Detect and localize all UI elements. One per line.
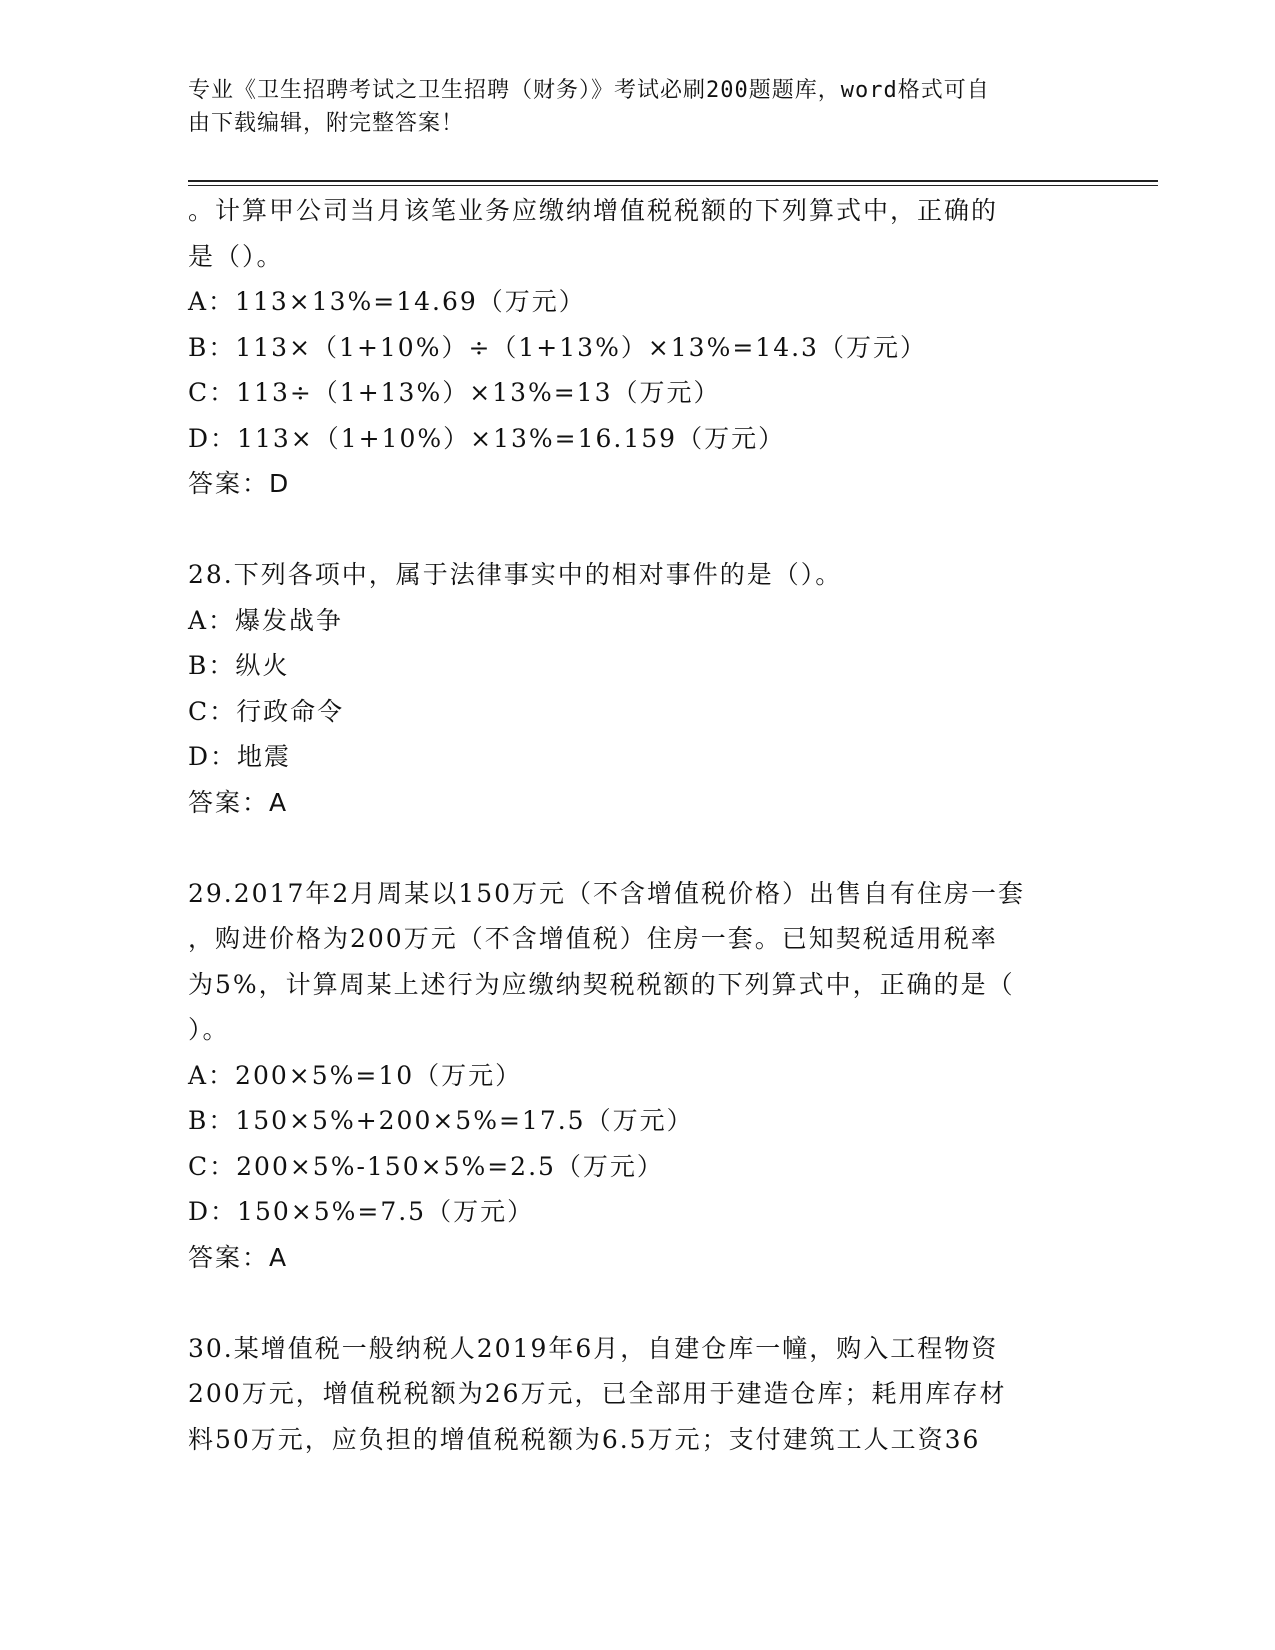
option-a: A：113×13%=14.69（万元） bbox=[188, 287, 586, 316]
question-27 bbox=[188, 188, 1088, 507]
question-stem: ）。 bbox=[188, 1015, 230, 1044]
question-30 bbox=[188, 1326, 1088, 1463]
question-stem: 29.2017年2月周某以150万元（不含增值税价格）出售自有住房一套 bbox=[188, 878, 1026, 908]
option-c: C：行政命令 bbox=[188, 696, 345, 726]
question-stem: 为5%，计算周某上述行为应缴纳契税税额的下列算式中，正确的是（ bbox=[188, 969, 1015, 999]
option-c: C：113÷（1+13%）×13%=13（万元） bbox=[188, 378, 721, 407]
header-line: 专业《卫生招聘考试之卫生招聘（财务）》考试必刷200题题库，word格式可自 bbox=[188, 78, 990, 103]
answer: 答案：D bbox=[188, 469, 291, 498]
answer: 答案：A bbox=[188, 1242, 289, 1272]
option-a: A：200×5%=10（万元） bbox=[188, 1060, 523, 1090]
document-header bbox=[188, 74, 1068, 140]
header-divider bbox=[188, 180, 1158, 182]
question-content bbox=[188, 188, 1088, 1462]
option-d: D：150×5%=7.5（万元） bbox=[188, 1197, 535, 1226]
header-divider-thin bbox=[188, 185, 1158, 186]
option-b: B：纵火 bbox=[188, 651, 290, 680]
option-d: D：地震 bbox=[188, 742, 292, 771]
question-stem: 28.下列各项中，属于法律事实中的相对事件的是（）。 bbox=[188, 560, 843, 589]
question-stem: 200万元，增值税税额为26万元，已全部用于建造仓库；耗用库存材 bbox=[188, 1379, 1007, 1408]
spacer bbox=[188, 825, 1088, 871]
question-29 bbox=[188, 871, 1088, 1281]
question-stem: 30.某增值税一般纳税人2019年6月，自建仓库一幢，购入工程物资 bbox=[188, 1333, 999, 1363]
option-a: A：爆发战争 bbox=[188, 605, 344, 635]
spacer bbox=[188, 507, 1088, 553]
spacer bbox=[188, 1280, 1088, 1326]
question-28 bbox=[188, 552, 1088, 825]
option-d: D：113×（1+10%）×13%=16.159（万元） bbox=[188, 423, 786, 453]
question-stem: ，购进价格为200万元（不含增值税）住房一套。已知契税适用税率 bbox=[188, 924, 998, 953]
option-c: C：200×5%-150×5%=2.5（万元） bbox=[188, 1151, 664, 1181]
answer: 答案：A bbox=[188, 787, 289, 817]
option-b: B：113×（1+10%）÷（1+13%）×13%=14.3（万元） bbox=[188, 332, 927, 362]
question-text: 。计算甲公司当月该笔业务应缴纳增值税税额的下列算式中，正确的 bbox=[188, 196, 999, 225]
question-stem: 料50万元，应负担的增值税税额为6.5万元；支付建筑工人工资36 bbox=[188, 1424, 981, 1454]
header-line: 由下载编辑，附完整答案！ bbox=[188, 111, 465, 136]
option-b: B：150×5%+200×5%=17.5（万元） bbox=[188, 1106, 694, 1135]
question-text: 是（）。 bbox=[188, 241, 284, 271]
